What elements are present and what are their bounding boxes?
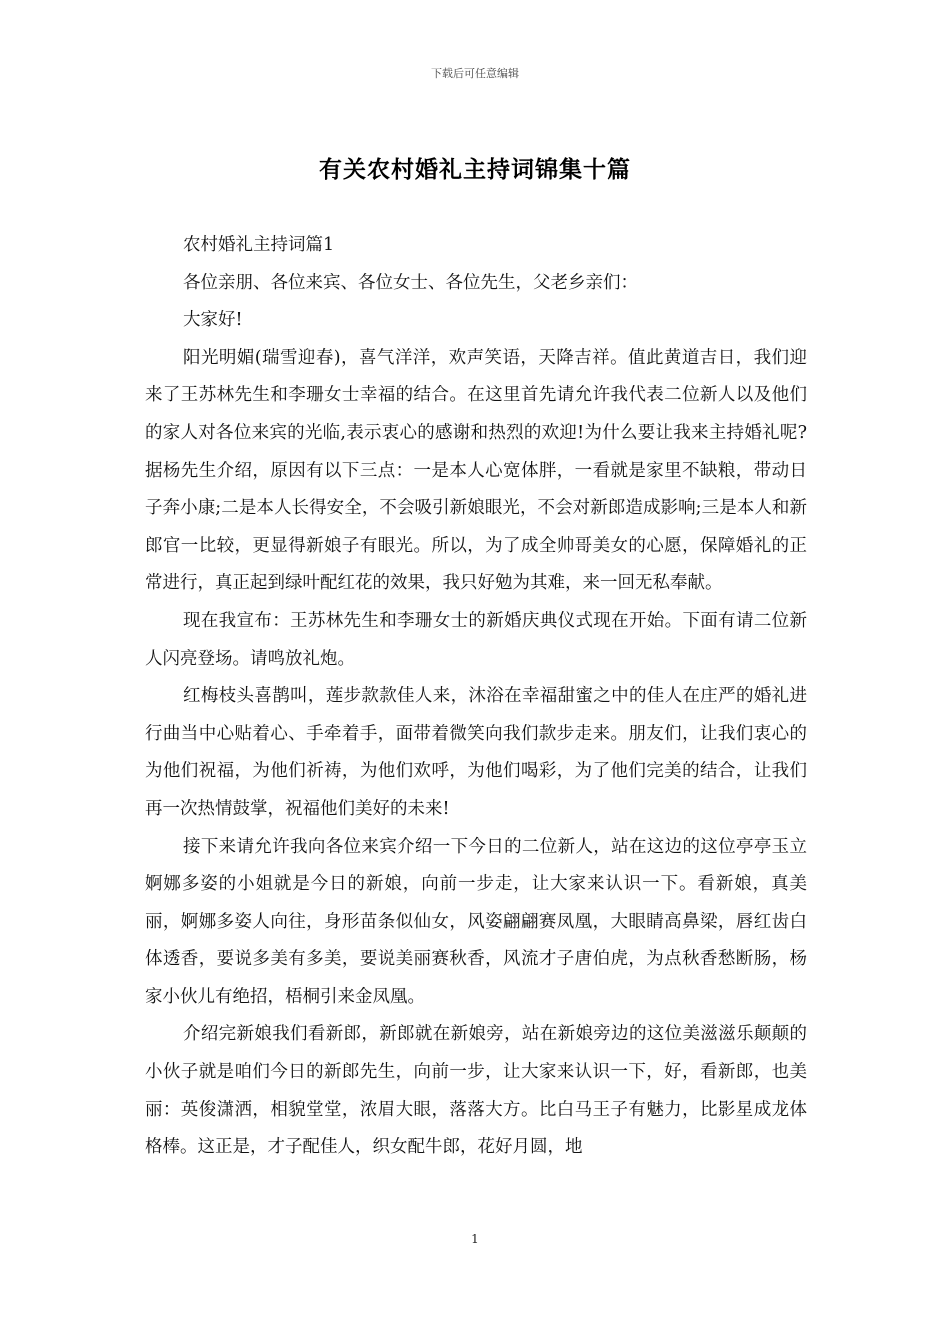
- paragraph: 现在我宣布：王苏林先生和李珊女士的新婚庆典仪式现在开始。下面有请二位新人闪亮登场。请鸣放礼炮。: [145, 610, 807, 669]
- paragraph: 农村婚礼主持词篇1: [183, 235, 335, 255]
- paragraph: 阳光明媚(瑞雪迎春)，喜气洋洋，欢声笑语，天降吉祥。值此黄道吉日，我们迎来了王苏林先生和李珊女士幸福的结合。在这里首先请允许我代表二位新人以及他们的家人对各位来宾的光临,表示衷心的感谢和热烈的欢迎!为什么要让我来主持婚礼呢?据杨先生介绍，原因有以下三点：一是本人心宽体胖，一看就是家里不缺粮，带动日子奔小康;二是本人长得安全，不会吸引新娘眼光，不会对新郎造成影响;三是本人和新郎官一比较，更显得新娘子有眼光。所以，为了成全帅哥美女的心愿，保障婚礼的正常进行，真正起到绿叶配红花的效果，我只好勉为其难，来一回无私奉献。: [145, 347, 807, 594]
- document-title: 有关农村婚礼主持词锦集十篇: [319, 157, 631, 183]
- paragraph: 红梅枝头喜鹊叫，莲步款款佳人来，沐浴在幸福甜蜜之中的佳人在庄严的婚礼进行曲当中心贴着心、手牵着手，面带着微笑向我们款步走来。朋友们，让我们衷心的为他们祝福，为他们祈祷，为他们欢呼，为他们喝彩，为了他们完美的结合，让我们再一次热情鼓掌，祝福他们美好的未来!: [145, 686, 807, 819]
- page-header: 下载后可任意编辑: [431, 67, 519, 80]
- document-body: [145, 227, 807, 1167]
- paragraph: 大家好!: [183, 310, 243, 331]
- page-number: 1: [471, 1232, 479, 1246]
- paragraph: 各位亲朋、各位来宾、各位女士、各位先生，父老乡亲们：: [183, 272, 638, 293]
- paragraph: 介绍完新娘我们看新郎，新郎就在新娘旁，站在新娘旁边的这位美滋滋乐颠颠的小伙子就是咱们今日的新郎先生，向前一步，让大家来认识一下，好，看新郎，也美丽：英俊潇洒，相貌堂堂，浓眉大眼，落落大方。比白马王子有魅力，比影星成龙体格棒。这正是，才子配佳人，织女配牛郎，花好月圆，地: [145, 1024, 807, 1158]
- paragraph: 接下来请允许我向各位来宾介绍一下今日的二位新人，站在这边的这位亭亭玉立婀娜多姿的小姐就是今日的新娘，向前一步走，让大家来认识一下。看新娘，真美丽，婀娜多姿人向往，身形苗条似仙女，风姿翩翩赛凤凰，大眼睛高鼻梁，唇红齿白体透香，要说多美有多美，要说美丽赛秋香，风流才子唐伯虎，为点秋香愁断肠，杨家小伙儿有绝招，梧桐引来金凤凰。: [145, 836, 807, 1007]
